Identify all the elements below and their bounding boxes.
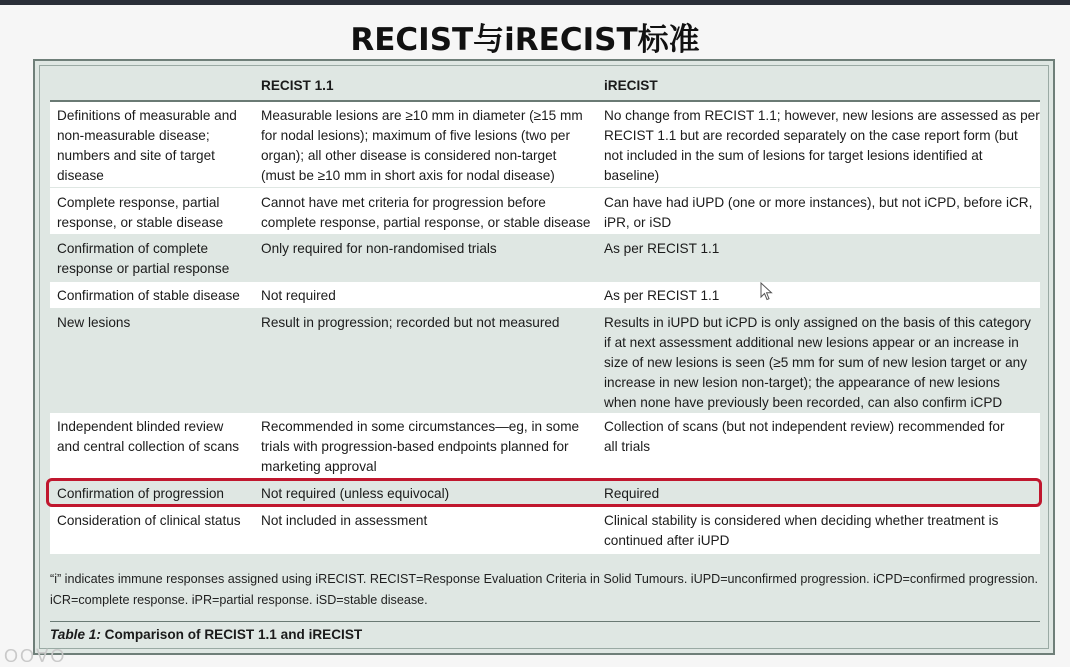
- table-cell-recist: Cannot have met criteria for progression before: [261, 195, 546, 210]
- table-cell-irecist: all trials: [604, 439, 651, 454]
- table-cell-recist: Measurable lesions are ≥10 mm in diameter (≥15 mm: [261, 108, 583, 123]
- table-cell-irecist: Required: [604, 486, 660, 501]
- table-cell-recist: for nodal lesions); maximum of five lesions (two per: [261, 128, 570, 143]
- watermark: OO∀O: [4, 646, 67, 666]
- table-cell-label: Confirmation of stable disease: [57, 288, 240, 303]
- table-cell-irecist: Can have had iUPD (one or more instances), but not iCPD, before iCR,: [604, 195, 1033, 210]
- table-cell-recist: marketing approval: [261, 459, 377, 474]
- table-cell-label: response or partial response: [57, 261, 230, 276]
- table-cell-label: New lesions: [57, 315, 131, 330]
- table-cell-label: Confirmation of complete: [57, 241, 209, 256]
- table-cell-recist: (must be ≥10 mm in short axis for nodal disease): [261, 168, 555, 183]
- table-cell-recist: trials with progression-based endpoints planned for: [261, 439, 569, 454]
- table-cell-irecist: size of new lesions is seen (≥5 mm for sum of new lesion target or any: [604, 355, 1028, 370]
- table-cell-recist: Not required: [261, 288, 336, 303]
- table-cell-label: Definitions of measurable and: [57, 108, 237, 123]
- table-cell-irecist: As per RECIST 1.1: [604, 241, 720, 256]
- table-caption-label: Table 1:: [50, 627, 101, 642]
- table-caption-text: Comparison of RECIST 1.1 and iRECIST: [100, 627, 363, 642]
- table-cell-label: non-measurable disease;: [57, 128, 210, 143]
- table-footnote-line-2: iCR=complete response. iPR=partial response. iSD=stable disease.: [50, 593, 428, 607]
- header-recist: RECIST 1.1: [261, 78, 334, 93]
- table-cell-irecist: As per RECIST 1.1: [604, 288, 720, 303]
- table-cell-irecist: if at next assessment additional new lesions appear or an increase in: [604, 335, 1019, 350]
- table-cell-irecist: increase in new lesion non-target); the appearance of new lesions: [604, 375, 1000, 390]
- table-cell-irecist: continued after iUPD: [604, 533, 730, 548]
- table-cell-recist: Recommended in some circumstances—eg, in some: [261, 419, 580, 434]
- header-irecist: iRECIST: [604, 78, 658, 93]
- table-cell-recist: Only required for non-randomised trials: [261, 241, 497, 256]
- table-cell-irecist: No change from RECIST 1.1; however, new lesions are assessed as per: [604, 108, 1040, 123]
- table-cell-label: disease: [57, 168, 104, 183]
- table-cell-label: Independent blinded review: [57, 419, 224, 434]
- mouse-pointer-icon: [760, 282, 774, 302]
- caption-rule: [50, 621, 1040, 622]
- table-cell-irecist: Clinical stability is considered when deciding whether treatment is: [604, 513, 999, 528]
- table-cell-label: numbers and site of target: [57, 148, 215, 163]
- table-cell-label: and central collection of scans: [57, 439, 240, 454]
- table-cell-irecist: iPR, or iSD: [604, 215, 672, 230]
- table-cell-recist: Not required (unless equivocal): [261, 486, 450, 501]
- slide-title: RECIST与iRECIST标准: [350, 22, 700, 58]
- table-cell-irecist: when none have previously been recorded, can also confirm iCPD: [604, 395, 1003, 410]
- table-cell-recist: organ); all other disease is considered non-target: [261, 148, 557, 163]
- table-footnote-line-1: “i” indicates immune responses assigned using iRECIST. RECIST=Response Evaluation Criteria in Solid Tumours. iUPD=unconfirmed progression. iCPD=confirmed progression.: [50, 572, 1038, 586]
- table-cell-label: Consideration of clinical status: [57, 513, 241, 528]
- table-cell-label: Confirmation of progression: [57, 486, 224, 501]
- table-cell-recist: complete response, partial response, or stable disease: [261, 215, 591, 230]
- table-cell-recist: Not included in assessment: [261, 513, 428, 528]
- table-cell-irecist: Results in iUPD but iCPD is only assigned on the basis of this category: [604, 315, 1031, 330]
- table-cell-label: response, or stable disease: [57, 215, 224, 230]
- highlight-box-confirmation-of-progression: [46, 478, 1042, 507]
- header-rule: [50, 100, 1040, 102]
- top-bar: [0, 0, 1070, 5]
- table-cell-label: Complete response, partial: [57, 195, 220, 210]
- table-cell-irecist: RECIST 1.1 but are recorded separately on the case report form (but: [604, 128, 1018, 143]
- table-cell-irecist: not included in the sum of lesions for target lesions identified at: [604, 148, 983, 163]
- table-caption: [50, 627, 362, 642]
- table-cell-recist: Result in progression; recorded but not measured: [261, 315, 560, 330]
- table-cell-irecist: Collection of scans (but not independent review) recommended for: [604, 419, 1005, 434]
- table-cell-irecist: baseline): [604, 168, 660, 183]
